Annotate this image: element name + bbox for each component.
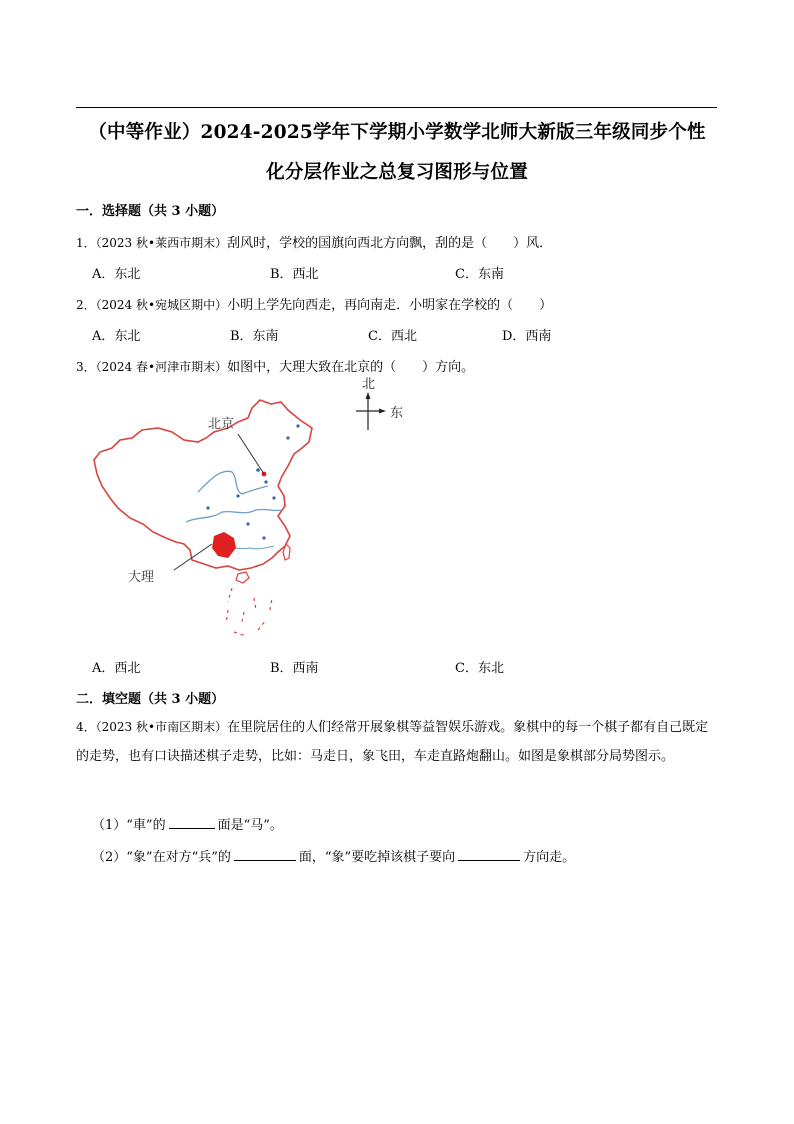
answer-blank-2[interactable] — [234, 848, 296, 861]
question-2 — [76, 294, 552, 313]
answer-blank-3[interactable] — [458, 848, 520, 861]
page-title-line2: 化分层作业之总复习图形与位置 — [266, 162, 528, 183]
question-3-text: 如图中，大理大致在北京的（ ）方向。 — [227, 360, 475, 375]
question-1-option-a[interactable]: A．东北 — [92, 267, 141, 282]
page-title-line1: （中等作业）2024-2025学年下学期小学数学北师大新版三年级同步个性 — [88, 122, 706, 143]
yunnan-highlight — [212, 532, 236, 558]
question-3 — [76, 356, 474, 375]
compass-north-arrow — [366, 392, 371, 399]
question-1-text: 刮风时，学校的国旗向西北方向飘，刮的是（ ）风． — [227, 236, 553, 251]
question-3-source: 3．（2024 春•河津市期末） — [76, 360, 228, 374]
question-4 — [76, 713, 718, 771]
question-4-sub-2-lead: （2）“象”在对方“兵”的 — [92, 850, 231, 865]
dali-label: 大理 — [128, 570, 155, 585]
city-dot — [272, 496, 275, 499]
china-border — [94, 400, 312, 570]
question-4-sub-1 — [92, 814, 283, 833]
question-2-source: 2．（2024 秋•宛城区期中） — [76, 298, 228, 312]
answer-blank-1[interactable] — [169, 816, 215, 829]
question-2-option-c[interactable]: C．西北 — [368, 329, 417, 344]
section-fill-heading: 二．填空题（共 3 小题） — [76, 692, 225, 707]
question-3-option-c[interactable]: C．东北 — [455, 661, 504, 676]
question-2-option-a[interactable]: A．东北 — [92, 329, 141, 344]
compass-east-label: 东 — [390, 406, 404, 421]
south-sea-dashes — [226, 588, 272, 636]
question-1-option-c[interactable]: C．东南 — [455, 267, 504, 282]
city-dot — [256, 468, 260, 472]
yellow-river — [198, 471, 268, 494]
city-dot — [286, 436, 289, 439]
question-3-option-b[interactable]: B．西南 — [270, 661, 319, 676]
question-2-text: 小明上学先向西走，再向南走．小明家在学校的（ ） — [227, 298, 553, 313]
city-dot — [296, 424, 299, 427]
question-3-option-a[interactable]: A．西北 — [92, 661, 141, 676]
question-4-sub-2-tail: 方向走。 — [523, 850, 576, 865]
yangtze-river — [186, 509, 282, 522]
question-4-sub-2 — [92, 846, 575, 865]
header-rule — [76, 107, 717, 108]
city-dot — [262, 536, 265, 539]
question-4-text: 在里院居住的人们经常开展象棋等益智娱乐游戏。象棋中的每一个棋子都有自己既定的走势，也有口诀描述棋子走势，比如：马走日，象飞田，车走直路炮翻山。如图是象棋部分局势图示。 — [76, 720, 709, 764]
question-2-option-d[interactable]: D．西南 — [502, 329, 552, 344]
question-4-sub-1-tail: 面是“马”。 — [217, 818, 283, 833]
question-2-option-b[interactable]: B．东南 — [230, 329, 279, 344]
question-4-sub-2-mid: 面，“象”要吃掉该棋子要向 — [298, 850, 456, 865]
city-dot — [236, 494, 239, 497]
dali-leader-line — [174, 544, 212, 570]
question-1-option-b[interactable]: B．西北 — [270, 267, 319, 282]
section-choice-heading: 一．选择题（共 3 小题） — [76, 204, 225, 219]
question-4-sub-1-lead: （1）“車”的 — [92, 818, 166, 833]
hainan-island — [236, 572, 249, 583]
beijing-label: 北京 — [208, 417, 235, 432]
city-dots — [206, 424, 299, 539]
compass-east-arrow — [379, 409, 386, 414]
compass-rose — [350, 374, 410, 434]
compass-north-label: 北 — [362, 377, 376, 392]
beijing-leader-line — [238, 434, 264, 474]
question-1-source: 1．（2023 秋•莱西市期末） — [76, 236, 228, 250]
city-dot — [206, 506, 209, 509]
question-4-source: 4．（2023 秋•市南区期末） — [76, 720, 228, 734]
question-1 — [76, 232, 552, 251]
china-map — [88, 398, 328, 646]
city-dot — [264, 480, 267, 483]
city-dot — [246, 522, 249, 525]
